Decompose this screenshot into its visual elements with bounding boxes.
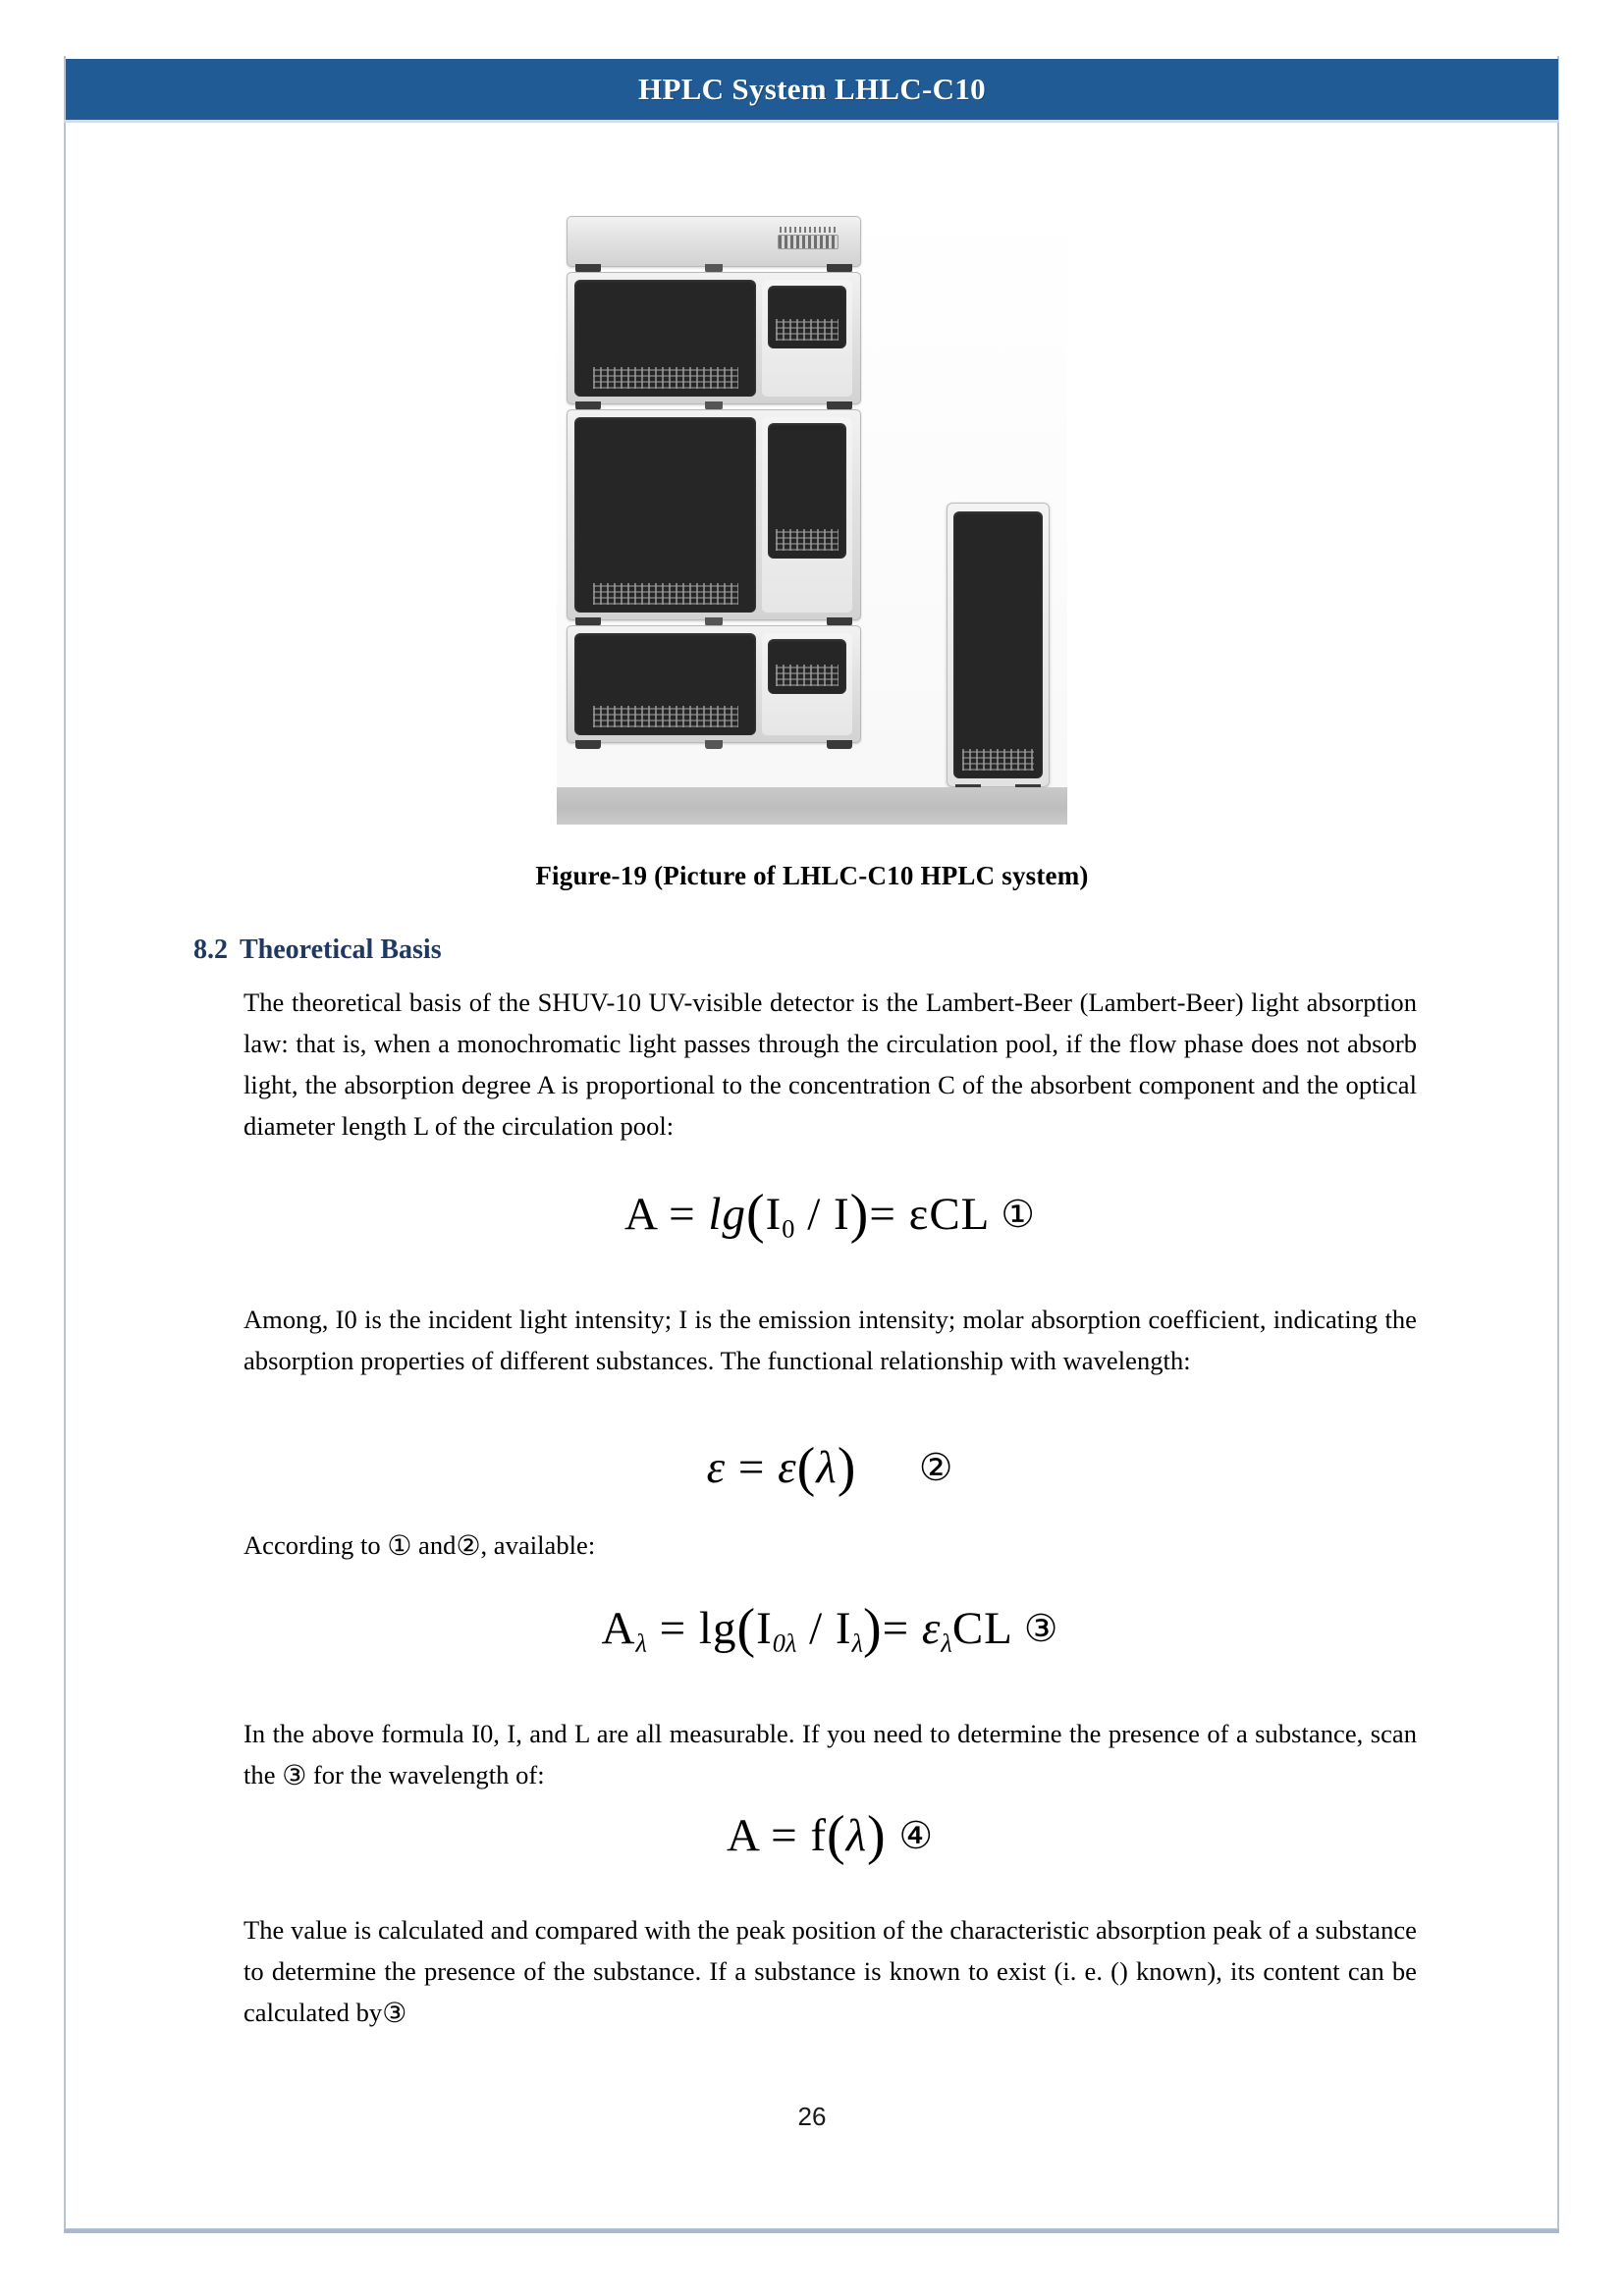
equation-3	[244, 1597, 1417, 1660]
eq3-slash: /	[809, 1603, 824, 1654]
eq3-close-paren: )	[862, 1598, 883, 1659]
equation-number-1: ①	[1001, 1195, 1036, 1236]
eq1-numerator-sub: 0	[782, 1214, 795, 1244]
document-title: HPLC System LHLC-C10	[638, 72, 986, 106]
eq3-lhs: A	[601, 1603, 636, 1654]
eq3-equals-2: =	[882, 1603, 910, 1654]
eq3-numerator: I	[756, 1603, 773, 1654]
eq4-arg: λ	[845, 1810, 868, 1861]
header-underline	[64, 120, 1559, 123]
figure-caption: Figure-19 (Picture of LHLC-C10 HPLC system)	[535, 861, 1089, 890]
according-prefix: According to	[244, 1530, 388, 1560]
eq4-equals: =	[771, 1810, 798, 1861]
eq1-numerator: I	[765, 1189, 783, 1240]
paragraph-theoretical-basis	[244, 982, 1417, 1147]
module-front-panel	[574, 633, 756, 735]
module-display-window	[768, 286, 846, 348]
eq2-function: ε	[778, 1442, 797, 1493]
marker-three-ref: ③	[382, 1999, 407, 2029]
eq2-open-paren: (	[796, 1437, 817, 1498]
eq1-slash: /	[807, 1189, 822, 1240]
page-border-shadow	[64, 2229, 1559, 2233]
eq1-open-paren: (	[745, 1184, 766, 1245]
marker-three: ③	[282, 1761, 307, 1791]
document-header-bar	[66, 59, 1558, 120]
eq3-rhs-tail: CL	[951, 1603, 1012, 1654]
module-tier-1	[567, 272, 861, 404]
equation-4	[244, 1804, 1417, 1867]
module-side-bay	[762, 633, 852, 735]
eq3-denominator-sub: λ	[851, 1629, 863, 1658]
module-side-bay	[762, 280, 852, 397]
eq1-equals-2: =	[869, 1189, 896, 1240]
eq1-rhs: εCL	[908, 1189, 989, 1240]
eq3-numerator-sub: 0λ	[772, 1629, 797, 1658]
module-top-controller	[567, 216, 861, 267]
section-heading	[193, 934, 442, 966]
eq4-open-paren: (	[827, 1805, 846, 1866]
module-tier-2	[567, 409, 861, 620]
equation-number-3: ③	[1023, 1609, 1059, 1650]
eq3-rhs: ε	[921, 1603, 942, 1654]
equation-number-2: ②	[918, 1448, 954, 1489]
eq2-lhs: ε	[706, 1442, 727, 1493]
paragraph-conclusion	[244, 1909, 1417, 2035]
eq1-lhs: A	[624, 1189, 657, 1240]
according-suffix: , available:	[480, 1530, 596, 1560]
instrument-stack	[567, 216, 861, 748]
eq3-open-paren: (	[736, 1598, 757, 1659]
module-front-panel	[574, 417, 756, 613]
marker-two: ②	[456, 1531, 481, 1562]
eq1-close-paren: )	[849, 1184, 870, 1245]
marker-one: ①	[387, 1531, 412, 1562]
foot	[575, 740, 601, 749]
module-display-window	[768, 423, 846, 559]
section-title: Theoretical Basis	[240, 934, 442, 965]
eq4-lhs: A	[727, 1810, 759, 1861]
according-mid: and	[411, 1530, 457, 1560]
eq2-equals: =	[737, 1442, 766, 1493]
equation-1	[244, 1183, 1417, 1246]
paragraph-text: Among, I0 is the incident light intensity; I is the emission intensity; molar absorption coefficient, indicating the absorption properties of different substances. The functional relationship with wavelength:	[244, 1305, 1417, 1375]
eq3-equals: =	[659, 1603, 687, 1654]
module-front-panel	[953, 511, 1043, 778]
eq4-close-paren: )	[867, 1805, 887, 1866]
page-number: 26	[797, 2102, 827, 2131]
module-display-window	[768, 639, 846, 694]
measurable-text-b: for the wavelength of:	[306, 1760, 545, 1789]
paragraph-notation	[244, 1299, 1417, 1381]
module-column-oven	[947, 503, 1050, 787]
module-front-panel	[574, 280, 756, 397]
eq2-arg: λ	[816, 1442, 838, 1493]
eq1-equals: =	[669, 1189, 696, 1240]
paragraph-text: The theoretical basis of the SHUV-10 UV-visible detector is the Lambert-Beer (Lambert-Beer) light absorption law: that is, when a monochromatic light passes through the circulation pool, if the flow phase does not absorb light, the absorption degree A is proportional to the concentration C of the absorbent component and the optical diameter length L of the circulation pool:	[244, 988, 1417, 1141]
eq3-denominator: I	[835, 1603, 852, 1654]
bench-edge	[557, 825, 1067, 834]
equation-number-4: ④	[898, 1816, 934, 1857]
module-side-bay	[762, 417, 852, 613]
bench-surface	[557, 787, 1067, 834]
eq1-function: lg	[708, 1189, 746, 1240]
hplc-system-photo	[557, 196, 1067, 834]
vent-grill-icon	[778, 235, 839, 249]
conclusion-text: The value is calculated and compared with the peak position of the characteristic absorption peak of a substance to determine the presence of the substance. If a substance is known to exist (i. e. () known), its content can be calculated by	[244, 1915, 1417, 2027]
foot	[827, 740, 852, 749]
figure-image-container	[0, 196, 1624, 834]
paragraph-text	[244, 1524, 1417, 1568]
eq3-function: lg	[698, 1603, 737, 1654]
module-feet	[575, 740, 852, 749]
foot	[705, 740, 723, 749]
paragraph-text	[244, 1909, 1417, 2035]
eq3-rhs-sub: λ	[941, 1629, 952, 1658]
paragraph-measurable	[244, 1713, 1417, 1797]
measurable-text-a: In the above formula I0, I, and L are all measurable. If you need to determine the presence of a substance, scan the	[244, 1719, 1417, 1789]
brand-label	[780, 227, 837, 233]
eq4-function: f	[810, 1810, 828, 1861]
eq3-lhs-sub: λ	[635, 1629, 647, 1658]
paragraph-according-to	[244, 1524, 1417, 1568]
eq2-close-paren: )	[837, 1437, 857, 1498]
eq1-denominator: I	[834, 1189, 850, 1240]
paragraph-text	[244, 1713, 1417, 1797]
equation-2	[244, 1436, 1417, 1499]
module-tier-3	[567, 625, 861, 743]
section-number: 8.2	[193, 934, 228, 965]
